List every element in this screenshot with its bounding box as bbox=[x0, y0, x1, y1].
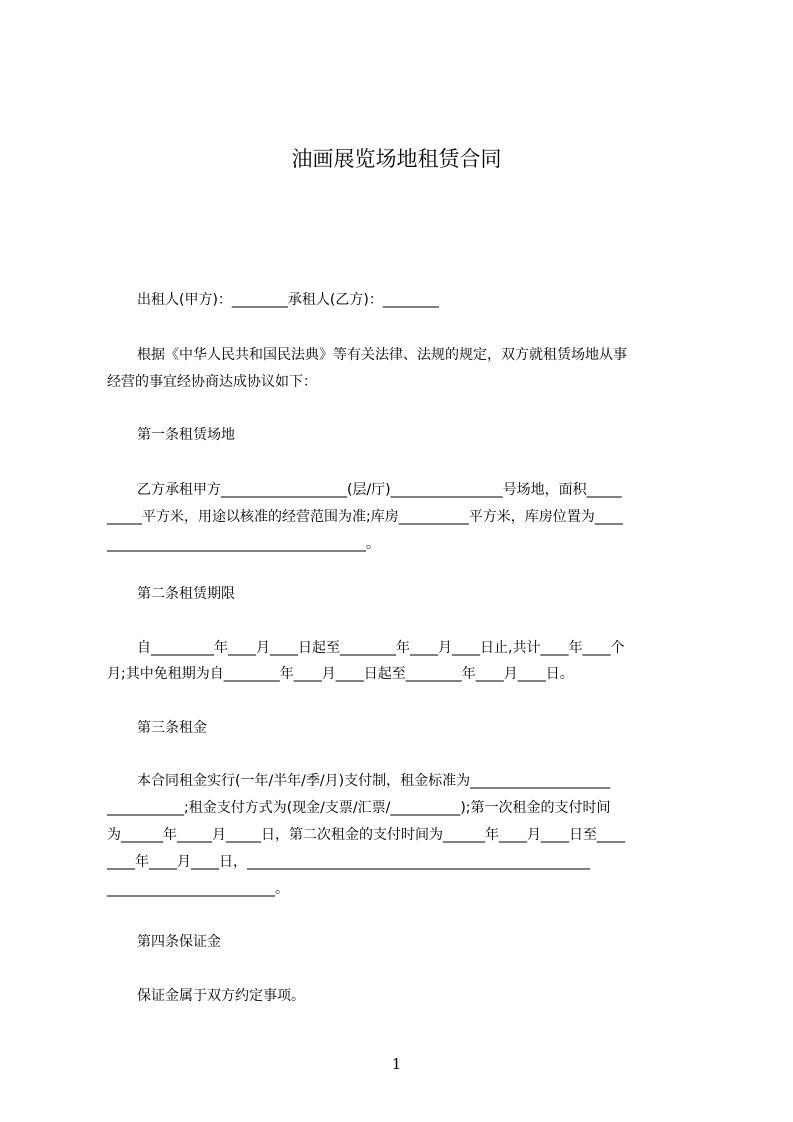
page-number: 1 bbox=[391, 1055, 402, 1073]
article-4-heading: 第四条保证金 bbox=[137, 934, 221, 950]
article-3-line-3: 为______年_____月_____日，第二次租金的支付时间为______年____月____日至____ bbox=[107, 827, 625, 843]
article-4-line-1: 保证金属于双方约定事项。 bbox=[137, 988, 305, 1004]
article-2-line-2: 月;其中免租期为自________年____月____日起至________年____月____日。 bbox=[107, 666, 574, 682]
article-1-heading: 第一条租赁场地 bbox=[137, 427, 235, 443]
parties-line: 出租人(甲方)：________承租人(乙方)：________ bbox=[137, 292, 439, 308]
article-3-line-5: ________________________。 bbox=[107, 881, 289, 897]
article-3-line-4: ____年____月____日，_________________________________________________ bbox=[107, 854, 590, 870]
page-title: 油画展览场地租赁合同 bbox=[291, 147, 502, 171]
article-3-line-1: 本合同租金实行(一年/半年/季/月)支付制，租金标准为____________________ bbox=[137, 773, 611, 789]
article-3-line-2: ___________;租金支付方式为(现金/支票/汇票/__________);第一次租金的支付时间 bbox=[107, 800, 611, 816]
article-3-heading: 第三条租金 bbox=[137, 720, 207, 736]
article-2-line-1: 自_________年____月____日起至________年____月____日止,共计____年____个 bbox=[137, 640, 625, 656]
article-1-line-3: _____________________________________。 bbox=[107, 536, 380, 552]
intro-line-2: 经营的事宜经协商达成协议如下： bbox=[107, 374, 317, 390]
article-1-line-2: _____平方米，用途以核准的经营范围为准;库房__________平方米，库房位置为____ bbox=[107, 509, 623, 525]
article-2-heading: 第二条租赁期限 bbox=[137, 586, 235, 602]
intro-line-1: 根据《中华人民共和国民法典》等有关法律、法规的规定，双方就租赁场地从事 bbox=[137, 347, 627, 363]
article-1-line-1: 乙方承租甲方__________________(层/厅)________________号场地，面积_____ bbox=[137, 482, 622, 498]
